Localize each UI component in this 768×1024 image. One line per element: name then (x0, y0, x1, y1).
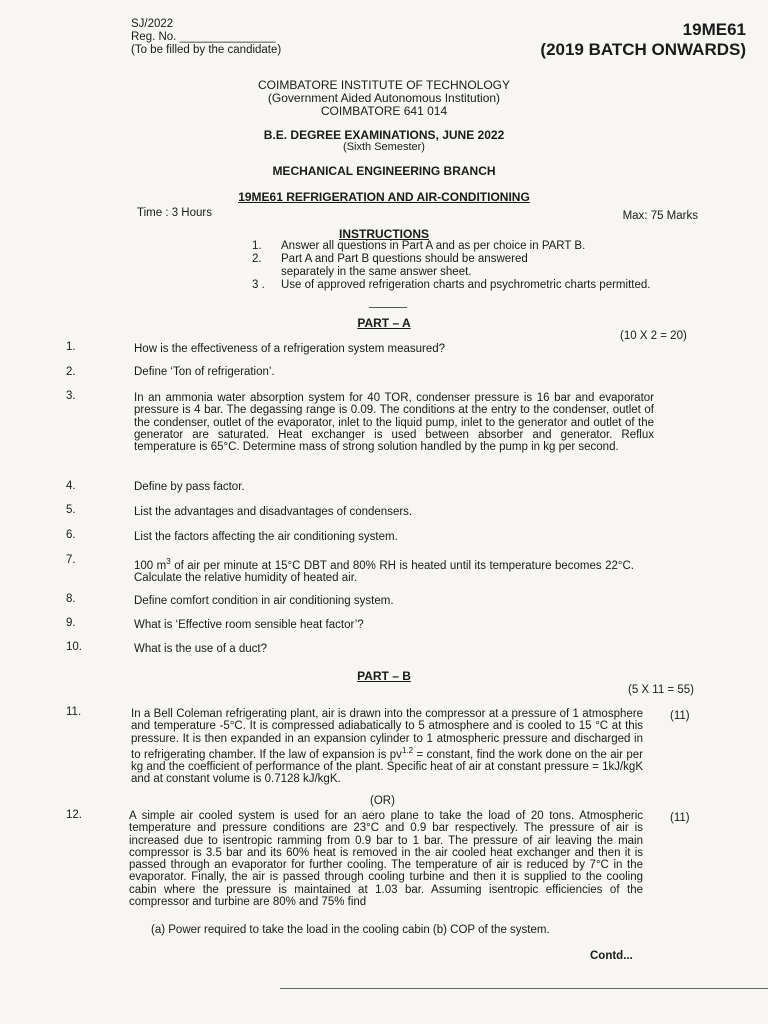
fill-note: (To be filled by the candidate) (131, 44, 282, 56)
branch: MECHANICAL ENGINEERING BRANCH (272, 164, 496, 178)
or-separator: (OR) (370, 795, 395, 807)
institute-name: COIMBATORE INSTITUTE OF TECHNOLOGY (257, 78, 511, 92)
question-7-text-b: of air per minute at 15°C DBT and 80% RH is heated until its temperature becomes 22°C. Calculate the relative humidity of heated air. (134, 559, 634, 585)
question-10-num: 10. (66, 641, 82, 653)
question-6-num: 6. (66, 529, 76, 541)
institute-city: COIMBATORE 641 014 (320, 104, 448, 118)
max-marks: Max: 75 Marks (622, 210, 698, 222)
question-7-text (134, 556, 634, 584)
separator-rule (369, 307, 407, 308)
continued-label: Contd... (590, 950, 633, 962)
question-4-text: Define by pass factor. (134, 481, 245, 493)
question-9-text: What is ‘Effective room sensible heat factor’? (134, 619, 364, 631)
question-6-text: List the factors affecting the air conditioning system. (134, 531, 398, 543)
session-code: SJ/2022 (131, 18, 174, 30)
instructions-heading (0, 227, 768, 241)
question-7-num: 7. (66, 554, 76, 566)
part-b-heading (0, 669, 768, 683)
batch-label: (2019 BATCH ONWARDS) (540, 40, 746, 59)
question-5-text: List the advantages and disadvantages of condensers. (134, 506, 413, 518)
question-11-sup: 1.2 (401, 745, 414, 755)
instruction-1-text: Answer all questions in Part A and as per choice in PART B. (281, 240, 586, 252)
instructions-heading-text: INSTRUCTIONS (339, 227, 429, 241)
semester: (Sixth Semester) (343, 141, 425, 153)
part-b-heading-text: PART – B (357, 669, 411, 683)
instruction-3-num: 3 . (252, 279, 265, 291)
question-7-sup: 3 (166, 557, 171, 566)
subject-title: 19ME61 REFRIGERATION AND AIR-CONDITIONING (238, 190, 530, 204)
question-10-text: What is the use of a duct? (134, 643, 267, 655)
question-12-marks: (11) (670, 812, 690, 824)
question-2-num: 2. (66, 366, 76, 378)
part-a-heading (0, 316, 768, 330)
course-code: 19ME61 (682, 20, 746, 39)
instruction-3-text: Use of approved refrigeration charts and psychrometric charts permitted. (281, 279, 651, 291)
institute-block (0, 79, 768, 118)
question-12-subparts: (a) Power required to take the load in the cooling cabin (b) COP of the system. (151, 924, 550, 936)
part-a-heading-text: PART – A (357, 316, 411, 330)
question-2-text: Define ‘Ton of refrigeration’. (134, 366, 275, 378)
part-b-marks: (5 X 11 = 55) (628, 684, 694, 696)
question-9-num: 9. (66, 617, 76, 629)
question-4-num: 4. (66, 480, 76, 492)
footer-rule (280, 988, 768, 989)
question-8-text: Define comfort condition in air conditioning system. (134, 595, 394, 607)
question-3-text: In an ammonia water absorption system for 40 TOR, condenser pressure is 16 bar and evaporator pressure is 4 bar. The degassing range is 0.09. The conditions at the entry to the condenser, outlet of the condenser, outlet of the evaporator, inlet to the liquid pump, inlet to the generator and outlet of the generator are saturated. Heat exchanger is used between absorber and generator. Reflux temperature is 65°C. Determine mass of strong solution handled by the pump in kg per second. (134, 392, 654, 454)
question-1-num: 1. (66, 341, 76, 353)
exam-title: B.E. DEGREE EXAMINATIONS, JUNE 2022 (263, 128, 505, 142)
question-12-num: 12. (66, 809, 82, 821)
question-11-num: 11. (66, 706, 82, 718)
instruction-1-num: 1. (252, 240, 262, 252)
question-1-text: How is the effectiveness of a refrigeration system measured? (134, 343, 446, 355)
question-3-num: 3. (66, 390, 76, 402)
question-11-marks: (11) (670, 710, 690, 722)
institute-type: (Government Aided Autonomous Institution) (267, 91, 501, 105)
part-a-marks: (10 X 2 = 20) (620, 330, 687, 342)
reg-no-field: Reg. No. _______________ (131, 31, 276, 43)
instruction-2-num: 2. (252, 253, 262, 265)
question-11-text (131, 708, 643, 786)
question-8-num: 8. (66, 593, 76, 605)
time-allowed: Time : 3 Hours (137, 207, 212, 219)
question-7-text-a: 100 m (134, 559, 167, 572)
question-12-text: A simple air cooled system is used for an aero plane to take the load of 20 tons. Atmospheric temperature and pressure conditions are 23°C and 0.9 bar respectively. The pressure of air is increased due to isentropic ramming from 0.9 bar to 1 bar. The pressure of air leaving the main compressor is 3.5 bar and its 60% heat is removed in the air cooled heat exchanger and then it is passed through an evaporator for further cooling. The temperature of air is reduced by 7°C in the evaporator. Finally, the air is passed through cooling turbine and then it is supplied to the cooling cabin where the pressure is maintained at 1.03 bar. Assuming isentropic efficiencies of the compressor and turbine are 80% and 75% find (129, 810, 643, 909)
question-5-num: 5. (66, 504, 76, 516)
question-11-text-b: = constant, find the work done on the air per kg and the coefficient of performance of the plant. Specific heat of air at constant pressure = 1kJ/kgK and at constant volume is 0.7128 kJ/kgK. (131, 748, 643, 786)
instruction-2-text: Part A and Part B questions should be answered separately in the same answer sheet. (281, 253, 528, 278)
course-code-block (540, 20, 746, 60)
question-11-text-a: In a Bell Coleman refrigerating plant, air is drawn into the compressor at a pressure of 1 atmosphere and temperature -5°C. It is compressed adiabatically to 5 atmosphere and is cooled to 15 °C at this pressure. It is then expanded in an expansion cylinder to 1 atmospheric pressure and discharged in to refrigerating chamber. If the law of expansion is pv (131, 708, 643, 761)
